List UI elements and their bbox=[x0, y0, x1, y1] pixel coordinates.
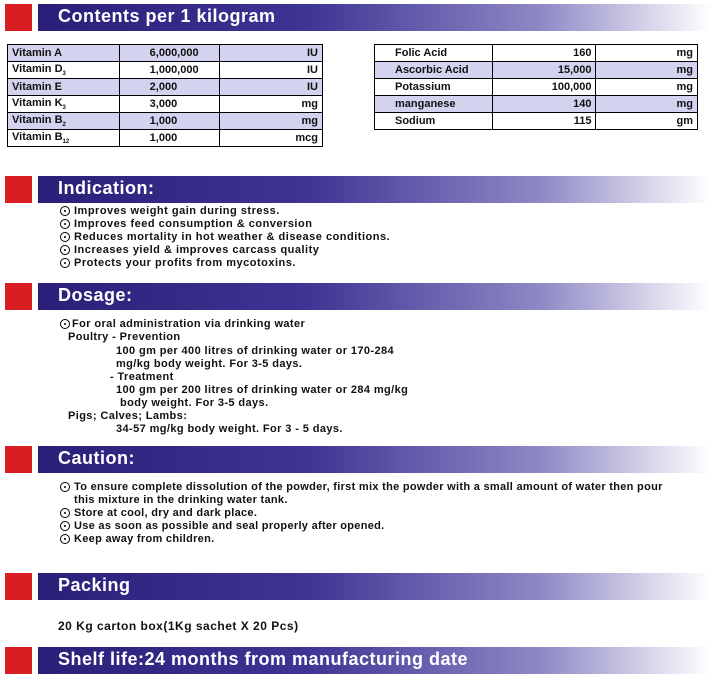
circle-bullet-icon bbox=[60, 219, 70, 229]
red-square-marker bbox=[5, 573, 32, 600]
nutrient-value: 115 bbox=[492, 113, 596, 130]
vitamin-name: Vitamin B bbox=[12, 130, 63, 143]
list-item: Improves weight gain during stress. bbox=[60, 205, 390, 218]
dosage-line: Pigs; Calves; Lambs: bbox=[68, 410, 188, 422]
vitamin-subscript: 12 bbox=[62, 139, 70, 146]
header-gradient-bar bbox=[38, 283, 711, 310]
vitamin-unit: IU bbox=[219, 62, 322, 79]
dosage-line: 34-57 mg/kg body weight. For 3 - 5 days. bbox=[116, 423, 343, 435]
dosage-line: 100 gm per 400 litres of drinking water or 170-284 bbox=[116, 345, 394, 357]
table-row bbox=[375, 79, 698, 96]
nutrient-value: 140 bbox=[492, 96, 596, 113]
dosage-line: body weight. For 3-5 days. bbox=[120, 397, 269, 409]
vitamin-value: 1,000 bbox=[119, 113, 219, 130]
red-square-marker bbox=[5, 176, 32, 203]
nutrient-name: Potassium bbox=[375, 79, 493, 96]
list-item: Use as soon as possible and seal properly after opened. bbox=[60, 520, 663, 533]
vitamin-value: 1,000 bbox=[119, 130, 219, 147]
table-row bbox=[375, 113, 698, 130]
vitamin-value: 6,000,000 bbox=[119, 45, 219, 62]
nutrient-name: Ascorbic Acid bbox=[375, 62, 493, 79]
vitamin-unit: IU bbox=[219, 79, 322, 96]
contents-header bbox=[0, 4, 715, 31]
list-item: To ensure complete dissolution of the powder, first mix the powder with a small amount of water then pour bbox=[60, 481, 663, 494]
circle-bullet-icon bbox=[60, 206, 70, 216]
nutrient-name: manganese bbox=[375, 96, 493, 113]
table-row bbox=[375, 62, 698, 79]
dosage-line: mg/kg body weight. For 3-5 days. bbox=[116, 358, 303, 370]
red-square-marker bbox=[5, 4, 32, 31]
nutrient-unit: mg bbox=[596, 62, 698, 79]
indication-title: Indication: bbox=[58, 178, 155, 198]
vitamin-subscript: 3 bbox=[62, 105, 66, 112]
circle-bullet-icon bbox=[60, 521, 70, 531]
vitamin-name: Vitamin E bbox=[12, 81, 62, 93]
list-item: Store at cool, dry and dark place. bbox=[60, 507, 663, 520]
red-square-marker bbox=[5, 446, 32, 473]
caution-list bbox=[60, 481, 663, 546]
dosage-line: 100 gm per 200 litres of drinking water or 284 mg/kg bbox=[116, 384, 409, 396]
nutrient-name: Sodium bbox=[375, 113, 493, 130]
nutrient-unit: mg bbox=[596, 96, 698, 113]
dosage-header bbox=[0, 283, 715, 310]
dosage-title: Dosage: bbox=[58, 285, 133, 305]
nutrient-name: Folic Acid bbox=[375, 45, 493, 62]
vitamin-name: Vitamin A bbox=[12, 47, 63, 59]
header-gradient-bar bbox=[38, 573, 711, 600]
caution-header bbox=[0, 446, 715, 473]
table-row bbox=[8, 113, 323, 130]
table-row bbox=[8, 130, 323, 147]
packing-header bbox=[0, 573, 715, 600]
circle-bullet-icon bbox=[60, 245, 70, 255]
packing-text: 20 Kg carton box(1Kg sachet X 20 Pcs) bbox=[58, 619, 299, 633]
indication-list bbox=[60, 205, 390, 270]
header-gradient-bar bbox=[38, 446, 711, 473]
list-item: Improves feed consumption & conversion bbox=[60, 218, 390, 231]
vitamin-subscript: 2 bbox=[62, 122, 66, 129]
contents-title: Contents per 1 kilogram bbox=[58, 6, 276, 26]
table-row bbox=[375, 96, 698, 113]
vitamin-value: 1,000,000 bbox=[119, 62, 219, 79]
nutrient-unit: mg bbox=[596, 79, 698, 96]
dosage-line: Poultry - Prevention bbox=[68, 331, 181, 343]
circle-bullet-icon bbox=[60, 319, 70, 329]
shelf-life-title: Shelf life:24 months from manufacturing date bbox=[58, 649, 469, 669]
vitamin-name: Vitamin D bbox=[12, 62, 63, 75]
circle-bullet-icon bbox=[60, 482, 70, 492]
nutrient-unit: mg bbox=[596, 45, 698, 62]
packing-title: Packing bbox=[58, 575, 131, 595]
vitamin-value: 3,000 bbox=[119, 96, 219, 113]
red-square-marker bbox=[5, 647, 32, 674]
list-item: Increases yield & improves carcass quality bbox=[60, 244, 390, 257]
circle-bullet-icon bbox=[60, 258, 70, 268]
vitamin-subscript: 3 bbox=[62, 71, 66, 78]
table-row bbox=[8, 96, 323, 113]
table-row bbox=[8, 45, 323, 62]
list-item-continuation: this mixture in the drinking water tank. bbox=[74, 494, 288, 506]
table-row bbox=[375, 45, 698, 62]
table-row bbox=[8, 79, 323, 96]
circle-bullet-icon bbox=[60, 508, 70, 518]
circle-bullet-icon bbox=[60, 534, 70, 544]
list-item: Protects your profits from mycotoxins. bbox=[60, 257, 390, 270]
vitamin-name: Vitamin B bbox=[12, 113, 63, 126]
vitamin-unit: mcg bbox=[219, 130, 322, 147]
table-row bbox=[8, 62, 323, 79]
vitamin-name: Vitamin K bbox=[12, 96, 63, 109]
caution-title: Caution: bbox=[58, 448, 135, 468]
dosage-line: For oral administration via drinking water bbox=[60, 318, 305, 331]
list-item: Reduces mortality in hot weather & disease conditions. bbox=[60, 231, 390, 244]
circle-bullet-icon bbox=[60, 232, 70, 242]
vitamin-unit: mg bbox=[219, 96, 322, 113]
indication-header bbox=[0, 176, 715, 203]
nutrient-table bbox=[374, 44, 698, 130]
nutrient-unit: gm bbox=[596, 113, 698, 130]
shelf-life-header bbox=[0, 647, 715, 674]
vitamin-unit: mg bbox=[219, 113, 322, 130]
red-square-marker bbox=[5, 283, 32, 310]
vitamin-table bbox=[7, 44, 323, 147]
list-item: Keep away from children. bbox=[60, 533, 663, 546]
dosage-line: - Treatment bbox=[110, 371, 174, 383]
nutrient-value: 15,000 bbox=[492, 62, 596, 79]
nutrient-value: 100,000 bbox=[492, 79, 596, 96]
nutrient-value: 160 bbox=[492, 45, 596, 62]
vitamin-unit: IU bbox=[219, 45, 322, 62]
vitamin-value: 2,000 bbox=[119, 79, 219, 96]
